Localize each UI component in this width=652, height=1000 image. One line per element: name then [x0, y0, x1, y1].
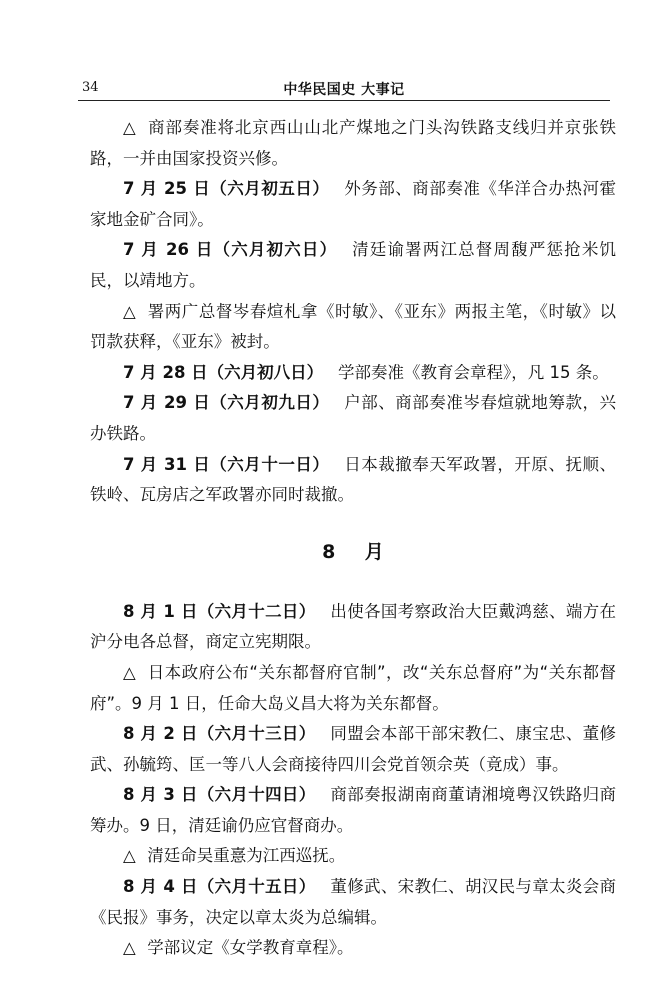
same-day-triangle-icon: △ [123, 301, 137, 321]
entry-text: 同盟会本部干部宋教仁、康宝忠、董修武、孙毓筠、匡一等八人会商接待四川会党首领佘英（竟成）事。 [90, 724, 617, 774]
running-title: 中华民国史 大事记 [283, 82, 405, 98]
chronicle-entry [90, 113, 616, 174]
entry-date: 8 月 3 日（六月十四日） [123, 785, 316, 805]
entry-text: 署两广总督岑春煊札拿《时敏》、《亚东》两报主笔，《时敏》以罚款获释，《亚东》被封。 [90, 301, 616, 352]
entry-text: 学部议定《女学教育章程》。 [147, 938, 354, 958]
page-number: 34 [82, 80, 99, 95]
month-heading: 8 月 [322, 540, 396, 563]
entry-date: 7 月 29 日（六月初九日） [123, 393, 330, 413]
entry-date: 7 月 28 日（六月初八日） [123, 362, 324, 382]
entry-text: 日本裁撤奉天军政署，开原、抚顺、铁岭、瓦房店之军政署亦同时裁撤。 [90, 454, 616, 505]
entry-text: 商部奏报湖南商董请湘境粤汉铁路归商筹办。9 日，清廷谕仍应官督商办。 [90, 785, 617, 835]
chronicle-entry [90, 174, 616, 235]
same-day-triangle-icon: △ [123, 846, 136, 866]
same-day-triangle-icon: △ [123, 662, 137, 682]
chronicle-entry [90, 388, 616, 449]
entry-date: 7 月 26 日（六月初六日） [123, 240, 338, 260]
same-day-triangle-icon: △ [123, 118, 137, 137]
entry-text: 出使各国考察政治大臣戴鸿慈、端方在沪分电各总督，商定立宪期限。 [90, 601, 617, 652]
entry-date: 7 月 25 日（六月初五日） [123, 179, 330, 199]
same-day-triangle-icon: △ [123, 938, 136, 958]
chronicle-entry [90, 872, 616, 933]
chronicle-entry [90, 780, 616, 841]
chronicle-entry [90, 297, 616, 358]
page-body [90, 113, 616, 964]
entry-text: 外务部、商部奏准《华洋合办热河霍家地金矿合同》。 [90, 179, 616, 229]
entry-text: 学部奏准《教育会章程》，凡 15 条。 [338, 362, 609, 382]
entry-text: 户部、商部奏准岑春煊就地筹款，兴办铁路。 [90, 393, 616, 443]
chronicle-entry [90, 841, 616, 872]
entry-text: 董修武、宋教仁、胡汉民与章太炎会商《民报》事务，决定以章太炎为总编辑。 [90, 877, 617, 927]
chronicle-entry [90, 933, 616, 964]
chronicle-entry [90, 658, 616, 719]
chronicle-entry [90, 719, 616, 780]
entry-text: 日本政府公布“关东都督府官制”，改“关东总督府”为“关东都督府”。9 月 1 日，任命大岛义昌大将为关东都督。 [90, 662, 616, 713]
page-header [78, 78, 610, 101]
entry-date: 7 月 31 日（六月十一日） [123, 454, 330, 474]
entry-date: 8 月 4 日（六月十五日） [123, 877, 316, 897]
chronicle-entry [90, 358, 616, 389]
entry-date: 8 月 2 日（六月十三日） [123, 724, 316, 744]
entry-text: 清廷命吴重憙为江西巡抚。 [147, 846, 346, 866]
entry-text: 清廷谕署两江总督周馥严惩抢米饥民，以靖地方。 [90, 240, 616, 290]
chronicle-entry [90, 597, 616, 658]
chronicle-entry [90, 450, 616, 511]
entry-date: 8 月 1 日（六月十二日） [123, 601, 316, 621]
chronicle-entry [90, 235, 616, 296]
entry-text: 商部奏准将北京西山山北产煤地之门头沟铁路支线归并京张铁路，一并由国家投资兴修。 [90, 118, 616, 168]
